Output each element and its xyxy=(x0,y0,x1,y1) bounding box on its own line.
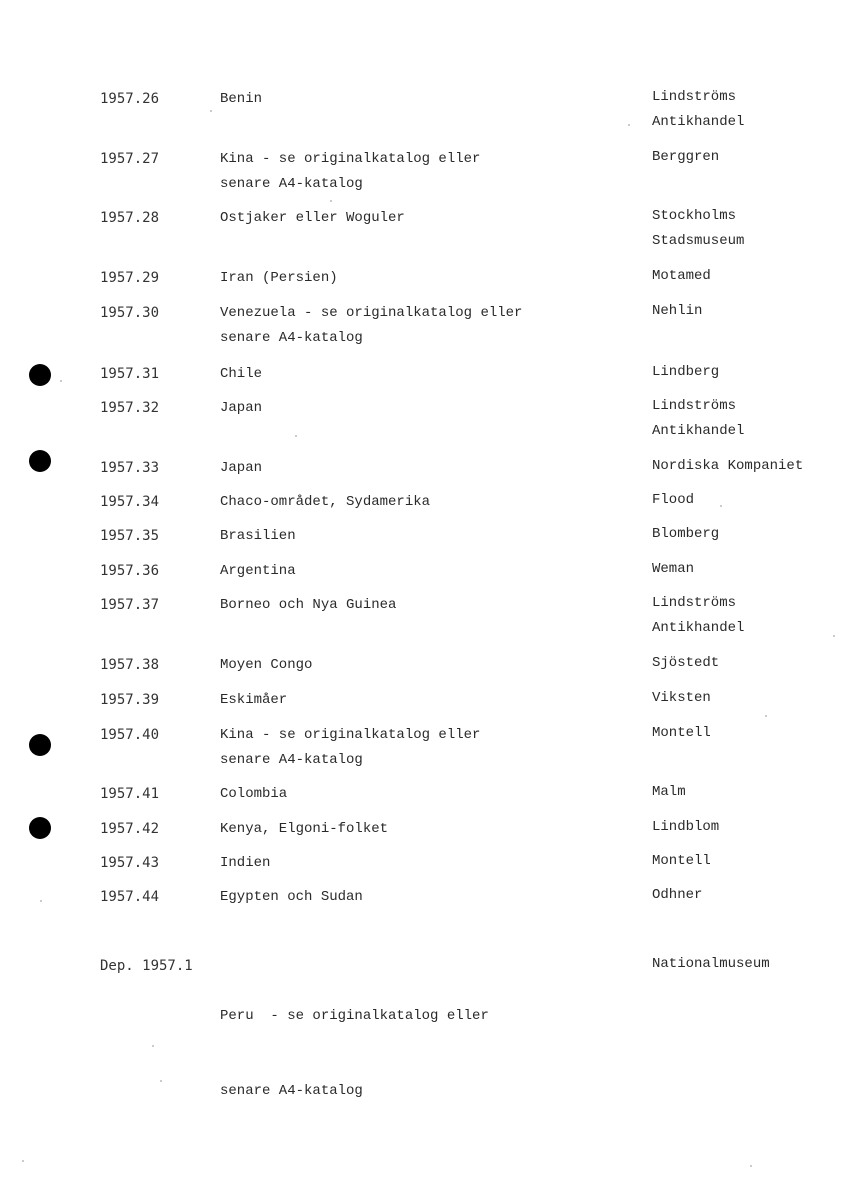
entry-description-line: Borneo och Nya Guinea xyxy=(220,597,397,613)
entry-number: 1957.44 xyxy=(100,889,160,905)
entry-source-line: Montell xyxy=(652,853,711,869)
entry-source xyxy=(652,557,852,582)
entry-source-line: Nordiska Kompaniet xyxy=(652,458,804,474)
entry-description-line: Kenya, Elgoni-folket xyxy=(220,821,389,837)
entry-description-line: Chile xyxy=(220,366,263,382)
entry-description-line: Egypten och Sudan xyxy=(220,889,363,905)
deposit-number: Dep. 1957.1 xyxy=(100,958,193,974)
entry-description-line: Chaco-området, Sydamerika xyxy=(220,494,431,510)
scan-speck xyxy=(210,110,212,112)
entry-source-line: Motamed xyxy=(652,268,711,284)
entry-description xyxy=(220,851,600,876)
entry-description xyxy=(220,817,600,842)
entry-description-line: Colombia xyxy=(220,786,288,802)
entry-number: 1957.32 xyxy=(100,400,160,416)
entry-description xyxy=(220,147,600,197)
entry-description xyxy=(220,559,600,584)
entry-number: 1957.33 xyxy=(100,460,160,476)
entry-source-line: Montell xyxy=(652,725,711,741)
entry-description xyxy=(220,456,600,481)
entry-description xyxy=(220,266,600,291)
entry-source xyxy=(652,454,852,479)
entry-description xyxy=(220,301,600,351)
scan-speck xyxy=(750,1165,752,1167)
entry-source-line: Nehlin xyxy=(652,303,703,319)
entry-source-line: Lindblom xyxy=(652,819,720,835)
punch-hole xyxy=(29,450,51,472)
entry-source xyxy=(652,145,852,170)
scan-speck xyxy=(60,380,62,382)
scan-speck xyxy=(295,435,297,437)
entry-description-line: Japan xyxy=(220,460,263,476)
entry-source-line: Berggren xyxy=(652,149,720,165)
entry-source xyxy=(652,264,852,289)
entry-number: 1957.27 xyxy=(100,151,160,167)
entry-source-line: Sjöstedt xyxy=(652,655,720,671)
entry-description-line: Moyen Congo xyxy=(220,657,313,673)
entry-description-line: Ostjaker eller Woguler xyxy=(220,210,405,226)
entry-number: 1957.34 xyxy=(100,494,160,510)
scan-speck xyxy=(330,200,332,202)
entry-source-line: Stockholms xyxy=(652,208,737,224)
entry-source xyxy=(652,591,852,641)
entry-source xyxy=(652,488,852,513)
deposit-source-line: Nationalmuseum xyxy=(652,956,770,972)
entry-number: 1957.28 xyxy=(100,210,160,226)
entry-number: 1957.43 xyxy=(100,855,160,871)
entry-source xyxy=(652,651,852,676)
punch-hole xyxy=(29,734,51,756)
entry-number: 1957.29 xyxy=(100,270,160,286)
entry-description-line: senare A4-katalog xyxy=(220,330,363,346)
entry-source-line: Lindströms xyxy=(652,595,737,611)
entry-description-line: Indien xyxy=(220,855,271,871)
entry-source xyxy=(652,849,852,874)
entry-source-line: Weman xyxy=(652,561,695,577)
punch-hole xyxy=(29,817,51,839)
entry-source xyxy=(652,780,852,805)
entry-source-line: Antikhandel xyxy=(652,423,745,439)
entry-number: 1957.31 xyxy=(100,366,160,382)
entry-description xyxy=(220,688,600,713)
deposit-description-line: Peru - se originalkatalog eller xyxy=(220,1008,489,1024)
entry-source-line: Malm xyxy=(652,784,686,800)
entry-number: 1957.26 xyxy=(100,91,160,107)
entry-description-line: Brasilien xyxy=(220,528,296,544)
entry-description-line: Argentina xyxy=(220,563,296,579)
entry-description xyxy=(220,885,600,910)
deposit-source xyxy=(652,952,852,977)
entry-source-line: Lindströms xyxy=(652,398,737,414)
entry-source xyxy=(652,721,852,746)
entry-description xyxy=(220,490,600,515)
entry-source-line: Lindberg xyxy=(652,364,720,380)
entry-source xyxy=(652,815,852,840)
entry-description-line: Venezuela - se originalkatalog eller xyxy=(220,305,523,321)
entry-description xyxy=(220,362,600,387)
entry-description xyxy=(220,206,600,231)
entry-source-line: Viksten xyxy=(652,690,711,706)
entry-number: 1957.37 xyxy=(100,597,160,613)
entry-source xyxy=(652,299,852,324)
scan-speck xyxy=(765,715,767,717)
entry-source-line: Stadsmuseum xyxy=(652,233,745,249)
entry-number: 1957.30 xyxy=(100,305,160,321)
entry-number: 1957.39 xyxy=(100,692,160,708)
entry-source xyxy=(652,204,852,254)
scan-speck xyxy=(160,1080,162,1082)
entry-source xyxy=(652,85,852,135)
scan-speck xyxy=(628,124,630,126)
entry-description xyxy=(220,87,600,112)
scan-speck xyxy=(152,1045,154,1047)
entry-description xyxy=(220,524,600,549)
entry-description xyxy=(220,723,600,773)
entry-description-line: Eskimåer xyxy=(220,692,288,708)
entry-description xyxy=(220,782,600,807)
entry-number: 1957.41 xyxy=(100,786,160,802)
entry-description-line: Kina - se originalkatalog eller xyxy=(220,151,481,167)
entry-description xyxy=(220,653,600,678)
entry-number: 1957.36 xyxy=(100,563,160,579)
entry-number: 1957.42 xyxy=(100,821,160,837)
deposit-description-line: senare A4-katalog xyxy=(220,1083,363,1099)
entry-description-line: Iran (Persien) xyxy=(220,270,338,286)
entry-source xyxy=(652,686,852,711)
scan-speck xyxy=(40,900,42,902)
entry-source-line: Lindströms xyxy=(652,89,737,105)
entry-description-line: senare A4-katalog xyxy=(220,752,363,768)
entry-description xyxy=(220,593,600,618)
entry-source xyxy=(652,394,852,444)
entry-source-line: Odhner xyxy=(652,887,703,903)
entry-source xyxy=(652,522,852,547)
entry-number: 1957.35 xyxy=(100,528,160,544)
entry-description-line: senare A4-katalog xyxy=(220,176,363,192)
entry-description-line: Kina - se originalkatalog eller xyxy=(220,727,481,743)
entry-description-line: Japan xyxy=(220,400,263,416)
punch-hole xyxy=(29,364,51,386)
entry-source-line: Flood xyxy=(652,492,695,508)
entry-number: 1957.38 xyxy=(100,657,160,673)
entry-source xyxy=(652,360,852,385)
entry-source xyxy=(652,883,852,908)
deposit-description xyxy=(220,954,600,1154)
scan-speck xyxy=(22,1160,24,1162)
entry-source-line: Antikhandel xyxy=(652,620,745,636)
entry-description-line: Benin xyxy=(220,91,263,107)
entry-source-line: Blomberg xyxy=(652,526,720,542)
entry-number: 1957.40 xyxy=(100,727,160,743)
entry-source-line: Antikhandel xyxy=(652,114,745,130)
entry-description xyxy=(220,396,600,421)
